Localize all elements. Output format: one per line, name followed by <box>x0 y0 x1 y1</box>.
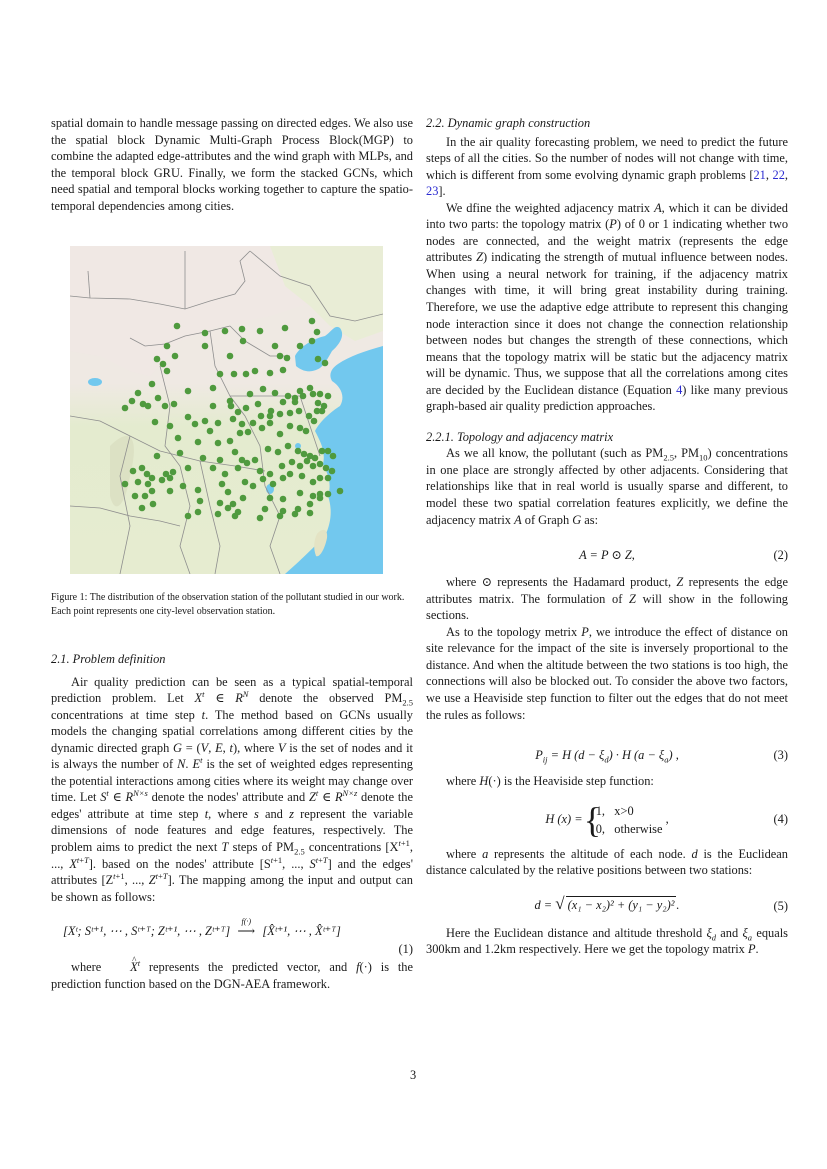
altitude-paragraph: where a represents the altitude of each node. d is the Euclidean distance calculated by the relative positions between two stations: <box>426 846 788 878</box>
station-marker <box>159 477 166 484</box>
station-marker <box>304 458 311 465</box>
station-marker <box>337 488 344 495</box>
problem-definition-paragraph: Air quality prediction can be seen as a typical spatial-temporal prediction problem. Let $X^t$ ∈ $R^N$ denote the observed $PM_{2.5}$ concentrations at time step t. The method based on GCNs usually models the changing spatial correlations among different cities by the dynamic directed graph G = (V, E, t), where V is the set of nodes and it is always the number of N. $E^t$ is the set of weighted edges representing the potential interactions among cities where its weight may change over time. Let $S^t$ ∈ $R^{N\times s}$ denote the nodes' attribute and $Z^t$ ∈ $R^{N\times z}$ denote the edges' attribute at time step t, where s and z represent the variable dimensions of node features and edge features, respectively. The problem aims to predict the next T steps of $PM_{2.5}$ concentrations [$X^{t+1}$, ..., $X^{t+T}$]. based on the nodes' attribute [$S^{t+1}$, ..., $S^{t+T}$] and the edges' attributes [$Z^{t+1}$, ..., $Z^{t+T}$]. The mapping among the input and output can be shown as follows: <box>51 674 413 904</box>
station-marker <box>309 318 316 325</box>
station-marker <box>122 405 129 412</box>
station-marker <box>296 408 303 415</box>
equation-ref-link[interactable]: 4 <box>676 382 683 397</box>
station-marker <box>309 338 316 345</box>
threshold-paragraph: Here the Euclidean distance and altitude threshold $\xi_d$ and $\xi_a$ equals 300km and 1.2km respectively. Here we get the topology matrix P. <box>426 925 788 957</box>
station-marker <box>177 450 184 457</box>
equation-4-number: (4) <box>773 811 788 826</box>
left-column <box>51 115 413 214</box>
station-marker <box>237 430 244 437</box>
equation-4-cases: { 1, x>0 0, otherwise <box>586 802 663 838</box>
station-marker <box>239 421 246 428</box>
station-marker <box>222 471 229 478</box>
station-marker <box>185 414 192 421</box>
station-marker <box>310 463 317 470</box>
station-marker <box>329 468 336 475</box>
station-marker <box>306 413 313 420</box>
station-marker <box>279 463 286 470</box>
station-marker <box>210 385 217 392</box>
section-2-2-heading: 2.2. Dynamic graph construction <box>426 116 591 130</box>
section-2-1 <box>51 651 413 992</box>
station-marker <box>297 343 304 350</box>
station-marker <box>319 408 326 415</box>
equation-3-body: $P_{ij} = H$ $(d - \xi_d) \cdot H$ $(a - \xi_a)$ , <box>535 748 679 765</box>
station-marker <box>287 410 294 417</box>
station-marker <box>252 457 259 464</box>
station-marker <box>142 493 149 500</box>
dynamic-graph-paragraph-1: In the air quality forecasting problem, we need to predict the future steps of all the cities. So the number of nodes will not change with time, which is different from some evolving dynamic graph problems [21, 22, 23]. <box>426 134 788 199</box>
station-marker <box>167 423 174 430</box>
equation-2 <box>426 534 788 574</box>
dynamic-graph-paragraph-2: We dfine the weighted adjacency matrix A, which it can be divided into two parts: the topology matrix (P) of 0 or 1 indicating whether two nodes are connected, and the weight matrix (represents the edge attributes Z) indicating the strength of mutual influence between nodes. When using a neural network for training, if the adjacency matrix changes with time, it will bring great instability during training. Therefore, we use the adaptive edge attribute to represent this changing node interaction since it does not change the connection relationship between nodes but changes the strength of these connections, which means that the topology matrix will be static but the adjacency matrix will be dynamic. Thus, we suppose that all the correlations among cites are decided by the Euclidean distance (Equation 4) like many previous graph-based air quality prediction approaches. <box>426 200 789 414</box>
station-marker <box>317 391 324 398</box>
station-marker <box>202 418 209 425</box>
station-marker <box>250 420 257 427</box>
equation-1-number: (1) <box>398 942 413 957</box>
station-marker <box>272 343 279 350</box>
station-marker <box>145 481 152 488</box>
equation-3-number: (3) <box>773 748 788 763</box>
station-marker <box>292 399 299 406</box>
station-marker <box>262 506 269 513</box>
station-marker <box>197 498 204 505</box>
station-marker <box>174 323 181 330</box>
station-marker <box>225 489 232 496</box>
citation-link-21[interactable]: 21 <box>753 167 766 182</box>
station-marker <box>139 505 146 512</box>
station-marker <box>311 418 318 425</box>
section-2-2-1-heading: 2.2.1. Topology and adjacency matrix <box>426 429 614 444</box>
station-marker <box>275 449 282 456</box>
station-marker <box>240 495 247 502</box>
station-marker <box>303 428 310 435</box>
station-marker <box>155 395 162 402</box>
station-marker <box>257 515 264 522</box>
station-marker <box>244 460 251 467</box>
station-marker <box>135 479 142 486</box>
section-2-1-heading: 2.1. Problem definition <box>51 652 166 666</box>
station-marker <box>284 355 291 362</box>
station-marker <box>297 490 304 497</box>
equation-4 <box>426 794 788 846</box>
station-marker <box>287 423 294 430</box>
equation-1-input: [Xᵗ; Sᵗ⁺¹, ⋯ , Sᵗ⁺ᵀ; Zᵗ⁺¹, ⋯ , Zᵗ⁺ᵀ] <box>63 924 231 939</box>
station-marker <box>232 449 239 456</box>
topology-paragraph-1: As we all know, the pollutant (such as $PM_{2.5}$, $PM_{10}$) concentrations in one place are strongly affected by other adjacents. Considering that relationships like that in real world is usually sparse and different, to model these two spatial correlation features explicitly, we define the adjacency matrix A of Graph G as: <box>426 446 789 527</box>
station-marker <box>239 326 246 333</box>
station-marker <box>149 381 156 388</box>
station-marker <box>202 330 209 337</box>
station-marker <box>192 421 199 428</box>
station-marker <box>154 356 161 363</box>
station-marker <box>317 495 324 502</box>
station-marker <box>202 343 209 350</box>
station-marker <box>289 459 296 466</box>
equation-1-arrow: f(·) ⟶ <box>237 917 256 939</box>
station-marker <box>225 505 232 512</box>
station-marker <box>219 481 226 488</box>
station-marker <box>301 451 308 458</box>
station-marker <box>277 411 284 418</box>
station-marker <box>267 495 274 502</box>
station-marker <box>325 393 332 400</box>
station-marker <box>307 510 314 517</box>
station-marker <box>122 481 129 488</box>
station-marker <box>167 475 174 482</box>
station-marker <box>210 465 217 472</box>
station-marker <box>185 388 192 395</box>
equation-1-output: [X̂ᵗ⁺¹, ⋯ , X̂ᵗ⁺ᵀ] <box>262 924 341 939</box>
equation-5-number: (5) <box>773 898 788 913</box>
station-marker <box>235 409 242 416</box>
station-distribution-map <box>70 246 383 574</box>
equation-4-body: H (x) = { 1, x>0 0, otherwise , <box>426 802 788 838</box>
station-marker <box>267 420 274 427</box>
station-marker <box>185 465 192 472</box>
station-marker <box>240 338 247 345</box>
right-column <box>426 115 788 958</box>
station-marker <box>217 457 224 464</box>
equation-5-body: d = √ (x₁ − x₂)² + (y₁ − y₂)² . <box>534 893 680 913</box>
qinghai-lake <box>88 378 102 386</box>
station-marker <box>164 368 171 375</box>
station-marker <box>307 385 314 392</box>
station-marker <box>267 370 274 377</box>
station-marker <box>258 413 265 420</box>
station-marker <box>135 390 142 397</box>
topology-paragraph-3: As to the topology metrix P, we introduce the effect of distance on site relevance for the impact of the site is inversely proportional to the distance. And when the altitude between the two stations is too high, the connections will also be blocked out. To consider the above two factors, we use a Heaviside step function to filter out the edges that do not meet the rules as follows: <box>426 624 788 722</box>
station-marker <box>230 416 237 423</box>
station-marker <box>323 465 330 472</box>
station-marker <box>297 463 304 470</box>
station-marker <box>217 500 224 507</box>
station-marker <box>172 353 179 360</box>
station-marker <box>270 481 277 488</box>
station-marker <box>310 479 317 486</box>
station-marker <box>310 391 317 398</box>
figure-caption: Figure 1: The distribution of the observation station of the pollutant studied in our work. Each point represents one city-level observation station. <box>51 592 405 617</box>
station-marker <box>243 371 250 378</box>
station-marker <box>292 511 299 518</box>
station-marker <box>330 453 337 460</box>
station-marker <box>317 461 324 468</box>
station-marker <box>152 419 159 426</box>
station-marker <box>300 393 307 400</box>
station-marker <box>215 511 222 518</box>
station-marker <box>185 513 192 520</box>
station-marker <box>195 439 202 446</box>
station-marker <box>200 455 207 462</box>
station-marker <box>267 471 274 478</box>
station-marker <box>243 405 250 412</box>
topology-paragraph-2: where ⊙ represents the Hadamard product, Z represents the edge attributes matrix. The formulation of Z will show in the following sections. <box>426 575 788 623</box>
station-marker <box>215 420 222 427</box>
station-marker <box>195 509 202 516</box>
station-marker <box>242 479 249 486</box>
station-marker <box>317 475 324 482</box>
station-marker <box>280 399 287 406</box>
prediction-function-paragraph: where ^ $X^t$ represents the predicted vector, and f(·) is the prediction function based on the DGN-AEA framework. <box>51 959 413 992</box>
map-canvas <box>70 246 383 574</box>
station-marker <box>227 353 234 360</box>
station-marker <box>231 371 238 378</box>
station-marker <box>285 393 292 400</box>
equation-5 <box>426 883 788 925</box>
station-marker <box>280 496 287 503</box>
station-marker <box>277 431 284 438</box>
station-marker <box>167 488 174 495</box>
station-marker <box>207 428 214 435</box>
equation-2-body: A = P ⊙ Z, <box>579 548 635 563</box>
station-marker <box>315 400 322 407</box>
station-marker <box>149 475 156 482</box>
station-marker <box>325 475 332 482</box>
station-marker <box>252 368 259 375</box>
station-marker <box>314 329 321 336</box>
page-number: 3 <box>410 1068 417 1082</box>
station-marker <box>282 325 289 332</box>
station-marker <box>277 513 284 520</box>
station-marker <box>215 440 222 447</box>
equation-2-number: (2) <box>773 548 788 563</box>
station-marker <box>267 413 274 420</box>
station-marker <box>299 473 306 480</box>
station-marker <box>171 401 178 408</box>
station-marker <box>160 361 167 368</box>
station-marker <box>257 468 264 475</box>
station-marker <box>255 401 262 408</box>
station-marker <box>260 386 267 393</box>
station-marker <box>287 471 294 478</box>
station-marker <box>265 446 272 453</box>
station-marker <box>217 371 224 378</box>
station-marker <box>315 356 322 363</box>
station-marker <box>319 448 326 455</box>
station-marker <box>210 403 217 410</box>
equation-3 <box>426 729 788 773</box>
station-marker <box>250 483 257 490</box>
station-marker <box>285 443 292 450</box>
station-marker <box>280 475 287 482</box>
station-marker <box>325 448 332 455</box>
station-marker <box>164 343 171 350</box>
station-marker <box>312 455 319 462</box>
station-marker <box>257 328 264 335</box>
station-marker <box>232 513 239 520</box>
station-marker <box>272 390 279 397</box>
station-marker <box>150 501 157 508</box>
station-marker <box>195 487 202 494</box>
station-marker <box>235 465 242 472</box>
station-marker <box>170 469 177 476</box>
citation-link-23[interactable]: 23 <box>426 184 439 199</box>
station-marker <box>295 448 302 455</box>
station-marker <box>180 483 187 490</box>
station-marker <box>222 328 229 335</box>
station-marker <box>325 491 332 498</box>
station-marker <box>247 391 254 398</box>
citation-link-22[interactable]: 22 <box>772 167 785 182</box>
station-marker <box>297 425 304 432</box>
intro-paragraph: spatial domain to handle message passing on directed edges. We also use the spatial block Dynamic Multi-Graph Process Block(MGP) to combine the adapted edge-attributes and the wind graph with MLPs, and the temporal block GRU. Finally, we form the stacked GCNs, which need spatial and temporal blocks working together to capture the spatio-temporal dependencies among cities. <box>51 116 413 213</box>
station-marker <box>175 435 182 442</box>
station-marker <box>307 501 314 508</box>
station-marker <box>228 403 235 410</box>
station-marker <box>154 453 161 460</box>
station-marker <box>227 438 234 445</box>
station-marker <box>280 367 287 374</box>
station-marker <box>259 425 266 432</box>
station-marker <box>139 465 146 472</box>
heaviside-intro: where H(·) is the Heaviside step function: <box>446 774 654 789</box>
station-marker <box>132 493 139 500</box>
station-marker <box>149 488 156 495</box>
station-marker <box>162 403 169 410</box>
station-marker <box>310 493 317 500</box>
station-marker <box>129 398 136 405</box>
equation-1 <box>51 917 413 959</box>
station-marker <box>245 429 252 436</box>
station-marker <box>130 468 137 475</box>
station-marker <box>277 353 284 360</box>
station-marker <box>260 476 267 483</box>
station-marker <box>145 403 152 410</box>
station-marker <box>322 360 329 367</box>
equation-4-lhs: H (x) = <box>545 811 583 826</box>
